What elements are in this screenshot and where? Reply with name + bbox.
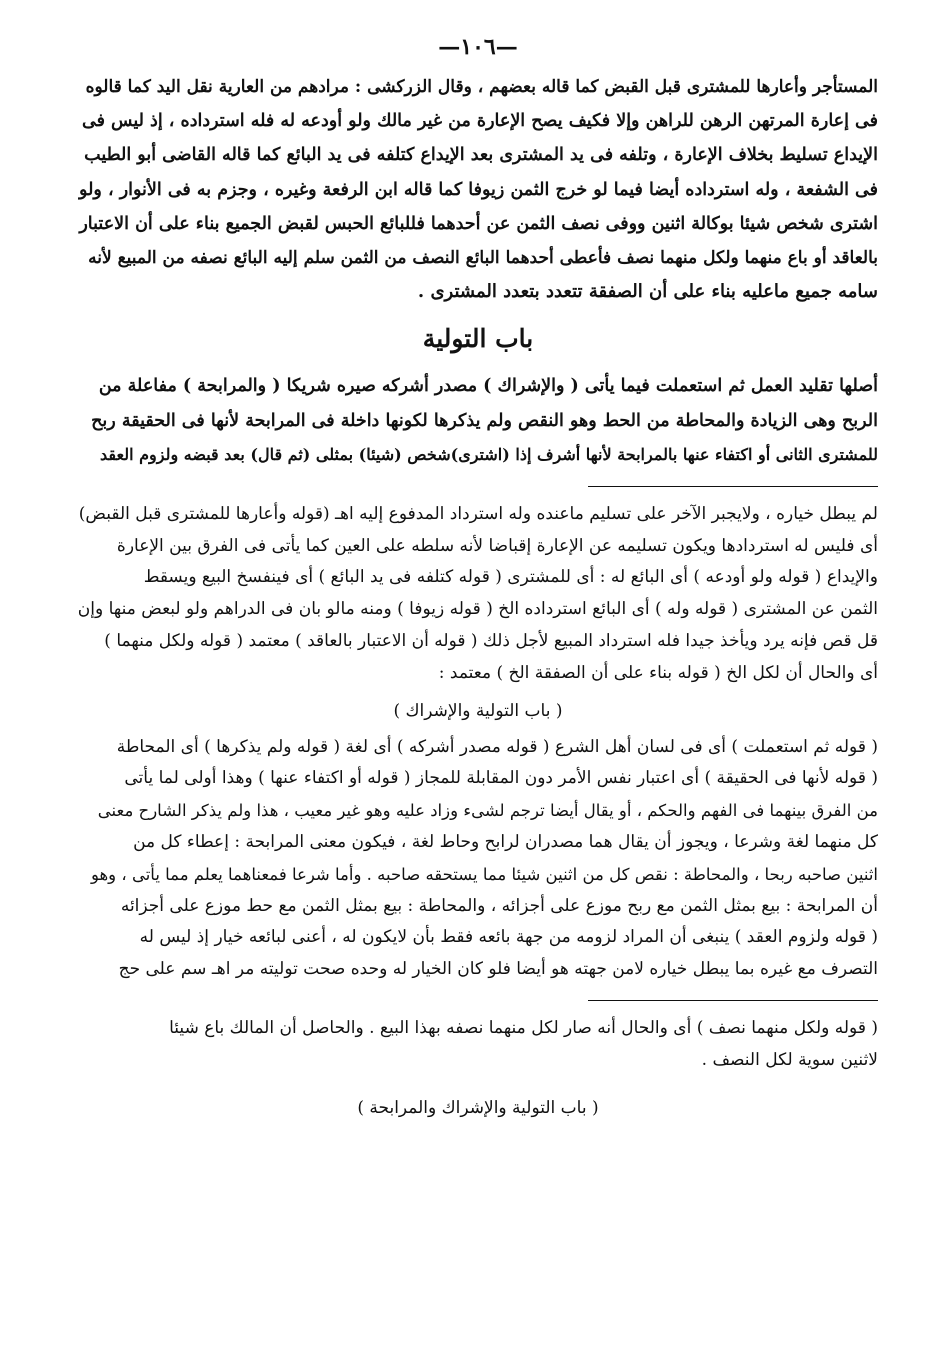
text-line: اثنين صاحبه ربحا ، والمحاطة : نقص كل من اثنين شيئا مما يستحقه صاحبه . وأما شرعا فمعناهما يعلم مما يأتى ، وهو bbox=[90, 864, 878, 884]
text-line: أى والحال أن لكل الخ ( قوله بناء على أن الصفقة الخ ) معتمد : bbox=[438, 662, 878, 683]
text-line: ( قوله ولكل منهما نصف ) أى والحال أنه صار لكل منهما نصفه بهذا البيع . والحاصل أن المالك باع شيئا bbox=[169, 1018, 878, 1039]
text-line: كل منهما لغة وشرعا ، ويجوز أن يقال هما مصدران لرابح وحاط لغة ، فيكون معنى المرابحة : إعطاء كل من bbox=[133, 832, 878, 853]
text-line: والإيداع ( قوله ولو أودعه ) أى البائع له : أى للمشترى ( قوله كتلفه فى يد البائع ) أى فينفسخ البيع ويسقط bbox=[143, 567, 878, 588]
text-line: التصرف مع غيره بما يبطل خياره لامن جهته هو أيضا فلو كان الخيار له وحده صحت توليته مر اهـ سم على حج bbox=[118, 959, 878, 980]
text-line: لاثنين سوية لكل النصف . bbox=[701, 1049, 878, 1070]
text-line: للمشترى الثانى أو اكتفاء عنها بالمرابحة لأنها أشرف إذا (اشترى)شخص (شيئا) بمثلى (ثم قال) بعد قبضه ولزوم العقد bbox=[100, 444, 878, 464]
text-line: الإيداع تسليط بخلاف الإعارة ، وتلفه فى يد المشترى بعد الإيداع كتلفه فى يد البائع كما قاله القاضى أبو الطيب bbox=[84, 145, 878, 166]
text-line: أصلها تقليد العمل ثم استعملت فيما يأتى ( والإشراك ) مصدر أشركه صيره شريكا ( والمرابحة ) مفاعلة من bbox=[98, 376, 878, 397]
text-line: الثمن عن المشترى ( قوله وله ) أى البائع استرداده الخ ( قوله زيوفا ) ومنه مالو بان فى الدراهم ولو لبعض منها وإن bbox=[78, 599, 878, 620]
text-line: قل قص فإنه يرد ويأخذ جيدا فله استرداد المبيع لأجل ذلك ( قوله أن الاعتبار بالعاقد ) معتمد ( قوله ولكل منهما ) bbox=[104, 631, 878, 652]
commentary-section-2 bbox=[78, 732, 878, 986]
text-line: فى إعارة المرتهن الرهن للراهن وإلا فكيف يصح الإعارة من غير مالك ولو أودعه له فله استرداده ، إذ ليس فى bbox=[81, 111, 878, 132]
chapter-title: باب التولية bbox=[422, 324, 534, 354]
page-number: —١٠٦— bbox=[438, 34, 518, 60]
text-line: من الفرق بينهما فى الفهم والحكم ، أو يقال أيضا ترجم لشىء وزاد عليه وهو غير معيب ، هذا ولم يذكر الشارح معنى bbox=[97, 801, 878, 821]
text-line: سامه جميع ماعليه بناء على أن الصفقة تتعدد بتعدد المشترى . bbox=[417, 281, 878, 303]
text-line: اشترى شخص شيئا بوكالة اثنين ووفى نصف الثمن عن أحدهما فللبائع الحبس لقبض الجميع بناء على أن الاعتبار bbox=[79, 213, 878, 234]
separator-rule bbox=[588, 1000, 878, 1001]
text-line: لم يبطل خياره ، ولايجبر الآخر على تسليم ماعنده وله استرداد المدفوع إليه اهـ (قوله وأعارها للمشترى قبل القبض) bbox=[78, 503, 878, 524]
commentary-heading: ( باب التولية والإشراك ) bbox=[393, 700, 563, 721]
commentary-section-3 bbox=[78, 1013, 878, 1077]
text-line: أى فليس له استردادها ويكون تسليمه عن الإعارة إقباضا لأنه سلطه على العين كما يأتى فى الفرق بين الإعارة bbox=[116, 535, 878, 556]
commentary-section-1 bbox=[78, 499, 878, 690]
text-line: ( قوله لأنها فى الحقيقة ) أى اعتبار نفس الأمر دون المقابلة للمجاز ( قوله أو اكتفاء عنها ) وهذا أولى لما يأتى bbox=[124, 768, 878, 789]
separator-rule bbox=[588, 486, 878, 487]
book-page bbox=[78, 30, 878, 1350]
text-line: ( قوله ثم استعملت ) أى فى لسان أهل الشرع ( قوله مصدر أشركه ) أى لغة ( قوله ولم يذكرها ) أى المحاطة bbox=[116, 736, 878, 757]
text-line: بالعاقد أو باع منهما ولكل منهما نصف فأعطى أحدهما البائع النصف من الثمن سلم إليه البائع نصفه من المبيع لأنه bbox=[88, 247, 878, 268]
text-line: المستأجر وأعارها للمشترى قبل القبض كما قاله بعضهم ، وقال الزركشى : مرادهم من العارية نقل اليد كما قالوه bbox=[85, 77, 878, 97]
text-line: فى الشفعة ، وله استرداده أيضا فيما لو خرج الثمن زيوفا كما قاله ابن الرفعة وغيره ، وجزم به فى الأنوار ، ولو bbox=[79, 179, 878, 200]
footer-heading: ( باب التولية والإشراك والمرابحة ) bbox=[357, 1097, 599, 1118]
main-text-section-2 bbox=[78, 369, 878, 472]
main-text-section-1 bbox=[78, 70, 878, 309]
text-line: الربح وهى الزيادة والمحاطة من الحط وهو النقص ولم يذكرها لكونها داخلة فى المرابحة لأنها فى الحقيقة ربح bbox=[91, 410, 878, 431]
text-line: أن المرابحة : بيع بمثل الثمن مع ربح موزع على أجزائه ، والمحاطة : بيع بمثل الثمن مع حط موزع على أجزائه bbox=[120, 895, 878, 916]
text-line: ( قوله ولزوم العقد ) ينبغى أن المراد لزومه من جهة بائعه فقط بأن لايكون له ، أعنى لبائعه خيار إذ ليس له bbox=[139, 927, 878, 948]
